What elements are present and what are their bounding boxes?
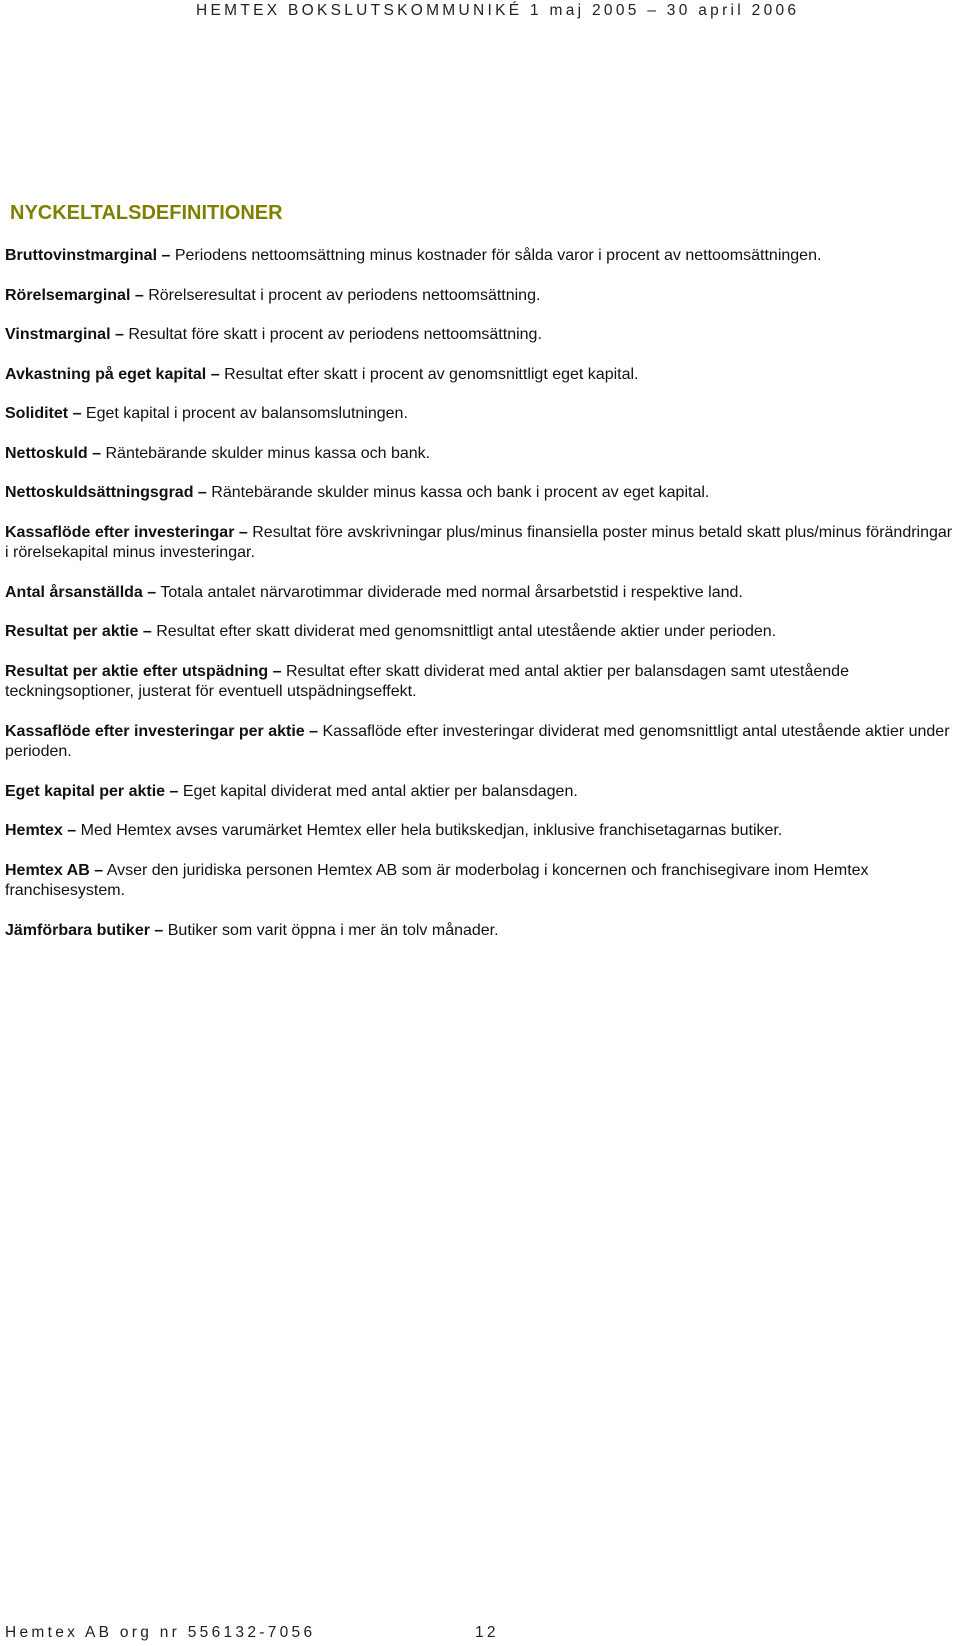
definition-dash: –	[94, 861, 104, 879]
definition-text: Butiker som varit öppna i mer än tolv månader.	[167, 921, 499, 939]
definition-text: Räntebärande skulder minus kassa och bank.	[105, 444, 431, 462]
definition-item	[5, 722, 955, 763]
definition-dash: –	[67, 822, 77, 839]
definition-text: Resultat före skatt i procent av periodens nettoomsättning.	[128, 326, 542, 343]
definition-dash: –	[238, 523, 248, 541]
definition-term: Eget kapital per aktie	[5, 782, 166, 800]
definition-dash: –	[114, 326, 124, 343]
definition-term: Kassaflöde efter investeringar	[5, 523, 235, 541]
definition-item	[5, 404, 955, 425]
definition-item	[5, 861, 955, 902]
definition-dash: –	[142, 623, 152, 640]
definition-item	[5, 821, 955, 842]
definition-dash: –	[309, 722, 319, 740]
definition-text: Resultat före avskrivningar plus/minus finansiella poster minus betald skatt plus/minus förändringar i rörelsekapital minus investeringar.	[5, 523, 953, 561]
section-title: NYCKELTALSDEFINITIONER	[10, 202, 283, 224]
definition-dash: –	[210, 365, 220, 383]
definition-item	[5, 483, 955, 504]
definition-dash: –	[169, 782, 179, 800]
page-number: 12	[475, 1624, 499, 1641]
definition-term: Vinstmarginal	[5, 326, 111, 343]
running-header: HEMTEX BOKSLUTSKOMMUNIKÉ 1 maj 2005 – 30 april 2006	[196, 2, 800, 19]
definition-dash: –	[197, 484, 207, 501]
definition-dash: –	[272, 662, 282, 680]
definition-term: Bruttovinstmarginal	[5, 247, 158, 264]
definition-text: Totala antalet närvarotimmar dividerade med normal årsarbetstid i respektive land.	[160, 583, 743, 601]
definition-term: Kassaflöde efter investeringar per aktie	[5, 722, 305, 740]
definition-item	[5, 523, 955, 564]
definition-dash: –	[134, 286, 144, 304]
definition-term: Antal årsanställda	[5, 583, 143, 601]
definition-term: Nettoskuldsättningsgrad	[5, 484, 194, 501]
definition-text: Resultat efter skatt i procent av genomsnittligt eget kapital.	[224, 365, 639, 383]
definition-term: Hemtex AB	[5, 861, 90, 879]
definition-text: Avser den juridiska personen Hemtex AB som är moderbolag i koncernen och franchisegivare inom Hemtex franchisesystem.	[5, 861, 869, 899]
definition-item	[5, 286, 955, 307]
definition-item	[5, 444, 955, 465]
definition-item	[5, 662, 955, 703]
definition-dash: –	[72, 405, 82, 422]
definition-item	[5, 583, 955, 604]
definition-text: Resultat efter skatt dividerat med genomsnittligt antal utestående aktier under perioden.	[156, 623, 777, 640]
definitions-list	[5, 246, 955, 960]
definition-item	[5, 622, 955, 643]
definition-text: Rörelseresultat i procent av periodens nettoomsättning.	[148, 286, 541, 304]
definition-term: Resultat per aktie efter utspädning	[5, 662, 269, 680]
definition-dash: –	[154, 921, 164, 939]
definition-term: Jämförbara butiker	[5, 921, 150, 939]
definition-dash: –	[92, 444, 102, 462]
definition-dash: –	[161, 247, 171, 264]
definition-term: Avkastning på eget kapital	[5, 365, 207, 383]
definition-term: Soliditet	[5, 405, 69, 422]
definition-text: Med Hemtex avses varumärket Hemtex eller hela butikskedjan, inklusive franchisetagarnas butiker.	[80, 822, 783, 839]
definition-dash: –	[147, 583, 157, 601]
definition-term: Rörelsemarginal	[5, 286, 131, 304]
definition-item	[5, 782, 955, 803]
definition-term: Resultat per aktie	[5, 623, 139, 640]
definition-item	[5, 325, 955, 346]
definition-item	[5, 246, 955, 267]
definition-text: Periodens nettoomsättning minus kostnader för sålda varor i procent av nettoomsättningen.	[174, 247, 822, 264]
definition-text: Resultat efter skatt dividerat med antal aktier per balansdagen samt utestående teckningsoptioner, justerat för eventuell utspädningseffekt.	[5, 662, 849, 700]
definition-term: Nettoskuld	[5, 444, 88, 462]
definition-text: Kassaflöde efter investeringar dividerat med genomsnittligt antal utestående aktier under perioden.	[5, 722, 950, 760]
definition-term: Hemtex	[5, 822, 63, 839]
definition-item	[5, 921, 955, 942]
definition-text: Eget kapital dividerat med antal aktier per balansdagen.	[182, 782, 578, 800]
definition-text: Eget kapital i procent av balansomslutningen.	[85, 405, 408, 422]
definition-item	[5, 365, 955, 386]
footer-company: Hemtex AB org nr 556132-7056	[5, 1624, 316, 1641]
definition-text: Räntebärande skulder minus kassa och bank i procent av eget kapital.	[211, 484, 710, 501]
